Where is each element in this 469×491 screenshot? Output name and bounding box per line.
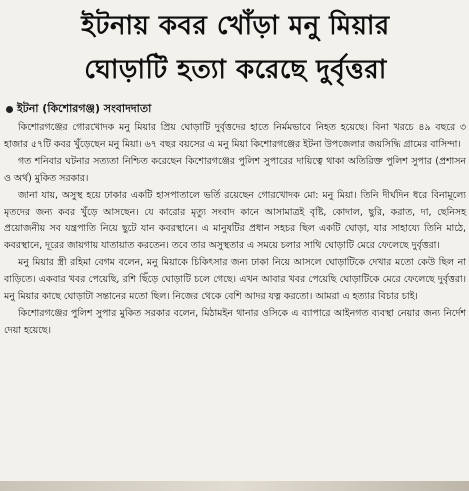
paragraph-4: মনু মিয়ার স্ত্রী রহিমা বেগম বলেন, মনু মিয়াকে চিকিৎসার জন্য ঢাকা নিয়ে আসলে ঘোড়াটিকে দেখার মতো কেউ ছিল না বাড়িতে। একবার খবর পেয়েছি, রশি ছিঁড়ে ঘোড়াটি চলে গেছে। এখন আবার খবর পেয়েছি ঘোড়াটিকে মেরে ফেলেছে দুর্বৃত্তরা। মনু মিয়ার কাছে ঘোড়াটা সন্তানের মতো ছিল। নিজের থেকে বেশি আদর যত্ন করতো। আমরা এ হত্যার বিচার চাই। bbox=[4, 257, 466, 303]
paragraph-3: জানা যায়, অসুস্থ হয়ে ঢাকার একটি হাসপাতালে ভর্তি রয়েছেন গোরখোদক মো: মনু মিয়া। তিনি দীর্ঘদিন ধরে বিনামূল্যে মৃতদের জন্য কবর খুঁড়ে আসছেন। যে কারোর মৃত্যু সংবাদ কানে আসামাত্রই বৃষ্টি, কোদাল, ছুরি, করাত, দা, ছেনিসহ প্রয়োজনীয় সব যন্ত্রপাতি নিয়ে ছুটে যান কবরস্থানে। এ মানুষটির প্রধান সহচর ছিল একটি ঘোড়া, যার সাহায্যে তিনি মাঠে, কবরস্থানে, দূরের জায়গায় যাতায়াত করতেন। তবে তার অসুস্থতার এ সময়ে চলার সাথি ঘোড়াটি মেরে ফেলেছে দুর্বৃত্তরা। bbox=[4, 189, 466, 252]
headline-line-1: ইটনায় কবর খোঁড়া মনু মিয়ার bbox=[81, 11, 390, 41]
bullet-icon bbox=[6, 106, 13, 113]
byline bbox=[6, 100, 151, 119]
bottom-strip bbox=[0, 481, 469, 491]
byline-text: ইটনা (কিশোরগঞ্জ) সংবাদদাতা bbox=[17, 102, 152, 115]
article-body bbox=[4, 120, 466, 340]
paragraph-1: কিশোরগঞ্জের গোরখোদক মনু মিয়ার প্রিয় ঘোড়াটি দুর্বৃত্তদের হাতে নির্মমভাবে নিহত হয়েছে। বিনা খরচে ৪৯ বছরে ৩ হাজার ৫৭টি কবর খুঁড়েছেন মনু মিয়া। ৬৭ বছর বয়সের এ মনু মিয়া কিশোরগঞ্জের ইটনা উপজেলার জয়সিদ্ধি গ্রামের বাসিন্দা। bbox=[4, 122, 466, 150]
paragraph-5: কিশোরগঞ্জের পুলিশ সুপার মুকিত সরকার বলেন, মিঠামইন থানার ওসিকে এ ব্যাপারে আইনগত ব্যবস্থা নেয়ার জন্য নির্দেশ দেয়া হয়েছে। bbox=[4, 307, 466, 336]
article-headline bbox=[8, 4, 463, 92]
paragraph-2: গত শনিবার ঘটনার সত্যতা নিশ্চিত করেছেন কিশোরগঞ্জের পুলিশ সুপারের দায়িত্বে থাকা অতিরিক্ত পুলিশ সুপার (প্রশাসন ও অর্থ) মুকিত সরকার। bbox=[4, 155, 466, 184]
headline-line-2: ঘোড়াটি হত্যা করেছে দুর্বৃত্তরা bbox=[84, 55, 387, 85]
